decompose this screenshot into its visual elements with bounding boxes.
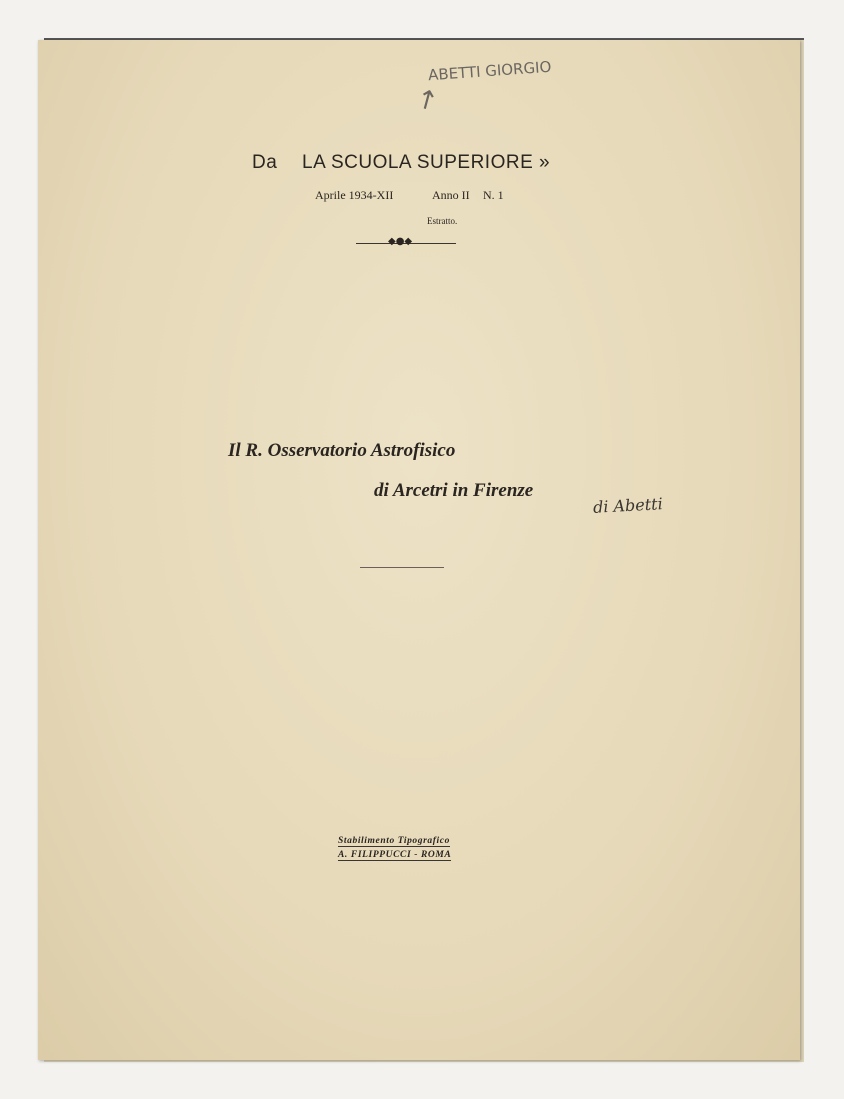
title-line-2: di Arcetri in Firenze bbox=[374, 480, 534, 501]
printer-line-1: Stabilimento Tipografico bbox=[338, 836, 450, 846]
volume: Anno II bbox=[432, 188, 470, 202]
document-page bbox=[38, 40, 800, 1060]
ornament-icon: ◆●◆ bbox=[388, 236, 413, 247]
title-line-1: Il R. Osservatorio Astrofisico bbox=[228, 440, 456, 461]
printer-line-2: A. FILIPPUCCI - ROMA bbox=[338, 850, 452, 860]
source-prefix: Da bbox=[252, 152, 278, 173]
arrow-icon: ↑ bbox=[412, 83, 442, 119]
handwritten-signature: di Abetti bbox=[592, 494, 664, 517]
journal-name: LA SCUOLA SUPERIORE » bbox=[302, 152, 551, 173]
issue-date: Aprile 1934-XII bbox=[315, 188, 394, 202]
issue-number: N. 1 bbox=[483, 188, 504, 202]
divider bbox=[360, 567, 444, 568]
handwritten-annotation: ABETTI GIORGIO bbox=[427, 57, 552, 85]
extract-note: Estratto. bbox=[427, 216, 458, 226]
